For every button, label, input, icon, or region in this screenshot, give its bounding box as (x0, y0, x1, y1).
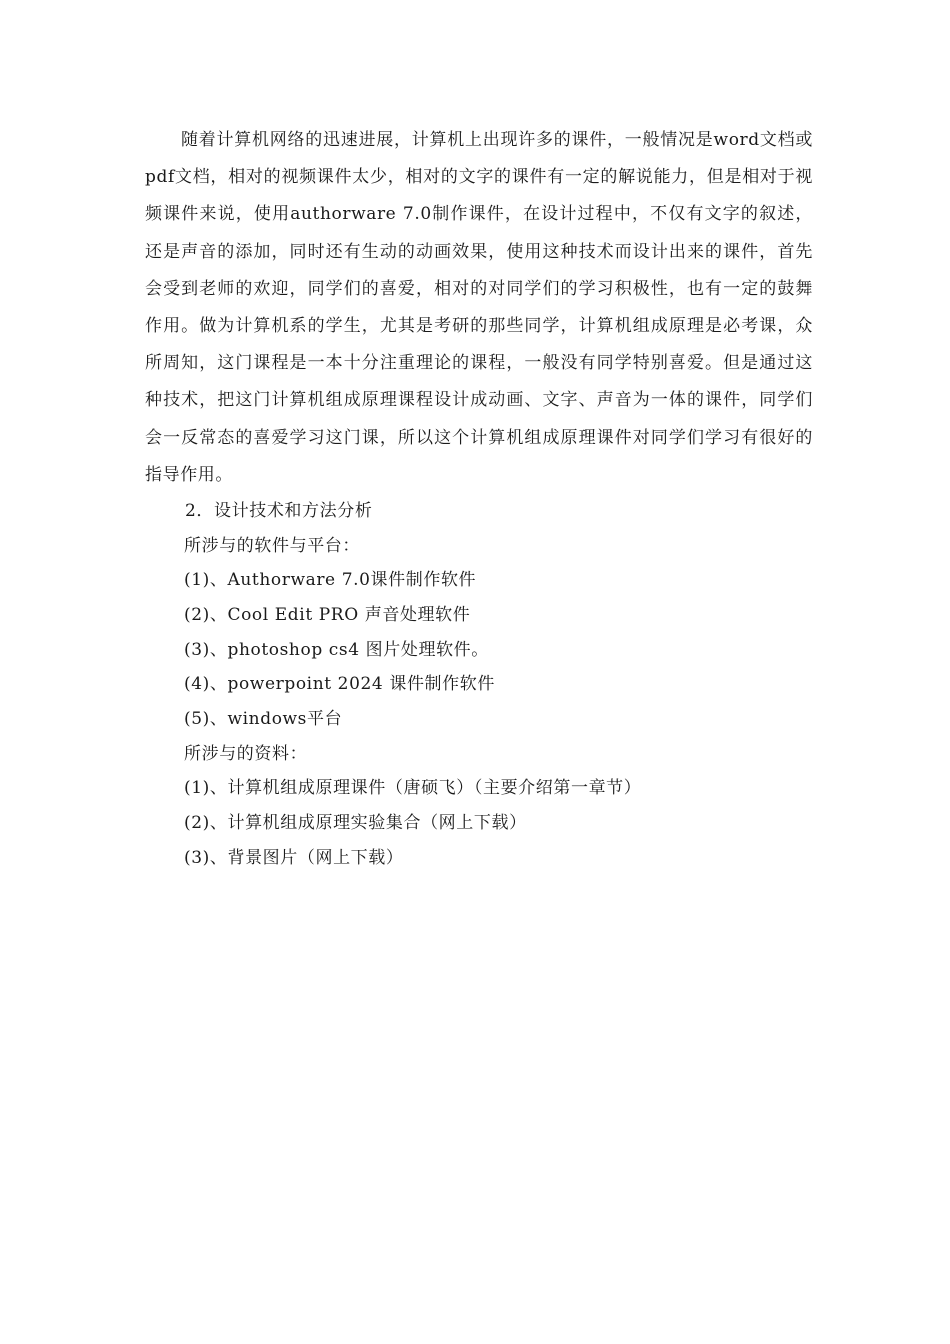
material-item-3: (3)、背景图片（网上下载） (184, 847, 404, 868)
document-body (145, 122, 813, 876)
intro-paragraph: 随着计算机网络的迅速进展，计算机上出现许多的课件，一般情况是word文档或pdf文档，相对的视频课件太少，相对的文字的课件有一定的解说能力，但是相对于视频课件来说，使用authorware 7.0制作课件，在设计过程中，不仅有文字的叙述，还是声音的添加，同时还有生动的动画效果，使用这种技术而设计出来的课件，首先会受到老师的欢迎，同学们的喜爱，相对的对同学们的学习积极性，也有一定的鼓舞作用。做为计算机系的学生，尤其是考研的那些同学，计算机组成原理是必考课，众所周知，这门课程是一本十分注重理论的课程，一般没有同学特别喜爱。但是通过这种技术，把这门计算机组成原理课程设计成动画、文字、声音为一体的课件，同学们会一反常态的喜爱学习这门课，所以这个计算机组成原理课件对同学们学习有很好的指导作用。 (145, 130, 813, 485)
software-item-1: (1)、Authorware 7.0课件制作软件 (184, 570, 477, 591)
software-intro: 所涉与的软件与平台： (184, 535, 360, 556)
materials-intro: 所涉与的资料： (184, 743, 308, 764)
software-item-3: (3)、photoshop cs4 图片处理软件。 (184, 639, 489, 660)
software-item-4: (4)、powerpoint 2024 课件制作软件 (184, 674, 495, 695)
section-heading: 2．设计技术和方法分析 (185, 501, 373, 522)
material-item-2: (2)、计算机组成原理实验集合（网上下载） (184, 813, 527, 834)
software-item-2: (2)、Cool Edit PRO 声音处理软件 (184, 604, 471, 625)
software-item-5: (5)、windows平台 (184, 709, 343, 730)
material-item-1: (1)、计算机组成原理课件（唐硕飞）（主要介绍第一章节） (184, 778, 642, 799)
